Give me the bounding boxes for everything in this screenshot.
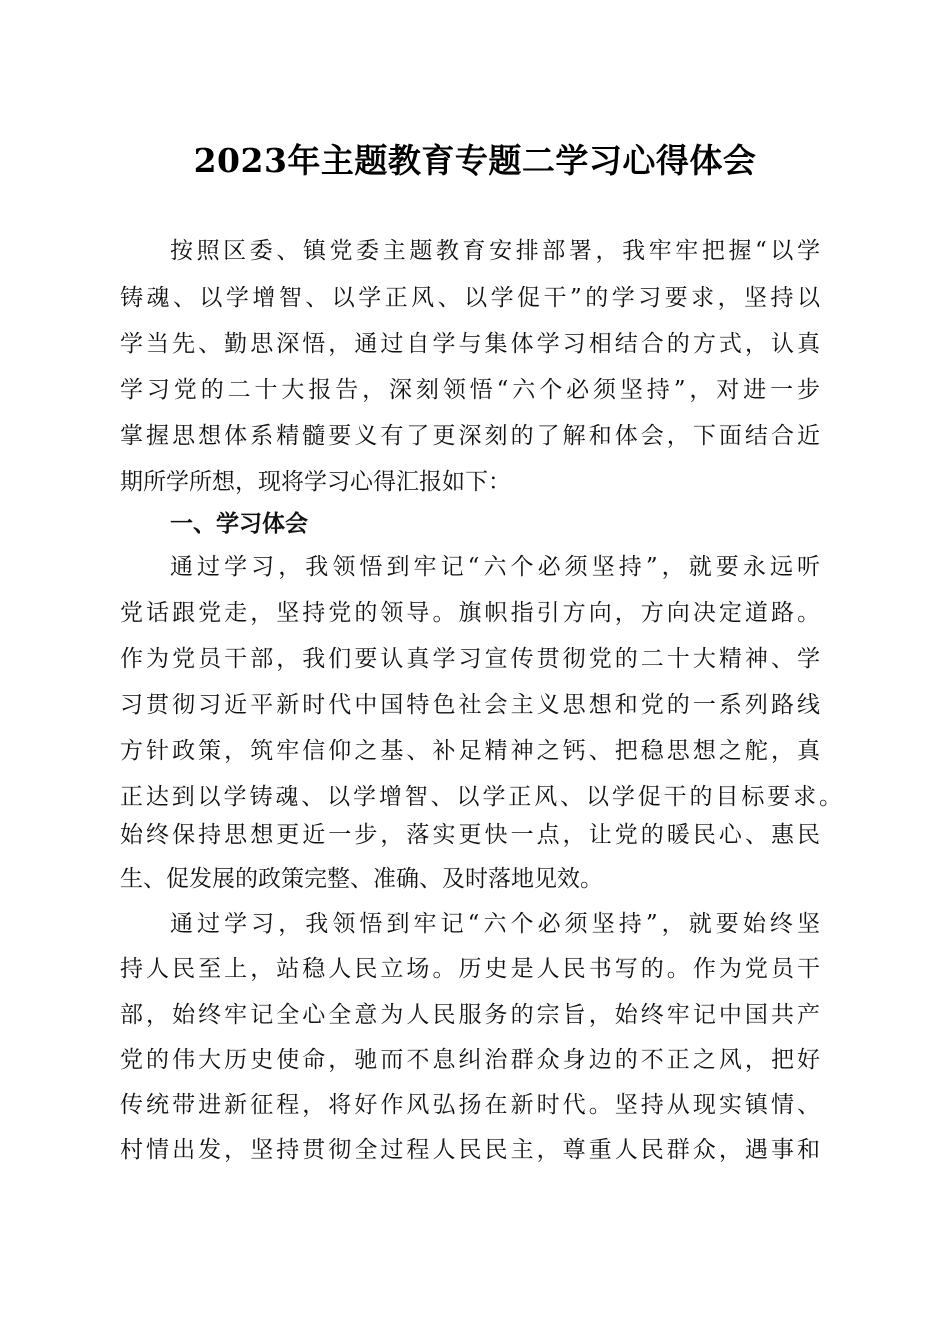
- document-title: 2023年主题教育专题二学习心得体会: [193, 141, 757, 180]
- paragraph1-line-4: 习贯彻习近平新时代中国特色社会主义思想和党的一系列路线: [120, 692, 820, 718]
- paragraph2-line-5: 传统带进新征程，将好作风弘扬在新时代。坚持从现实镇情、: [120, 1092, 820, 1118]
- intro-line-3: 学当先、勤思深悟，通过自学与集体学习相结合的方式，认真: [120, 331, 820, 357]
- paragraph1-line-1: 通过学习，我领悟到牢记“六个必须坚持”，就要永远听: [170, 554, 820, 580]
- paragraph2-line-4: 党的伟大历史使命，驰而不息纠治群众身边的不正之风，把好: [120, 1047, 820, 1073]
- paragraph1-line-8: 生、促发展的政策完整、准确、及时落地见效。: [120, 866, 603, 892]
- paragraph1-line-3: 作为党员干部，我们要认真学习宣传贯彻党的二十大精神、学: [120, 646, 820, 672]
- intro-line-4: 学习党的二十大报告，深刻领悟“六个必须坚持”，对进一步: [120, 377, 820, 403]
- paragraph2-line-6: 村情出发，坚持贯彻全过程人民民主，尊重人民群众，遇事和: [120, 1137, 820, 1163]
- section-heading: 一、学习体会: [170, 511, 308, 537]
- paragraph1-line-7: 始终保持思想更近一步，落实更快一点，让党的暖民心、惠民: [120, 822, 820, 848]
- paragraph2-line-3: 部，始终牢记全心全意为人民服务的宗旨，始终牢记中国共产: [120, 1002, 820, 1028]
- paragraph1-line-2: 党话跟党走，坚持党的领导。旗帜指引方向，方向决定道路。: [120, 600, 820, 626]
- paragraph2-line-2: 持人民至上，站稳人民立场。历史是人民书写的。作为党员干: [120, 956, 820, 982]
- paragraph2-line-1: 通过学习，我领悟到牢记“六个必须坚持”，就要始终坚: [170, 911, 820, 937]
- paragraph1-line-6: 正达到以学铸魂、以学增智、以学正风、以学促干的目标要求。: [120, 784, 842, 810]
- intro-line-2: 铸魂、以学增智、以学正风、以学促干”的学习要求，坚持以: [120, 285, 820, 311]
- intro-line-1: 按照区委、镇党委主题教育安排部署，我牢牢把握“以学: [170, 238, 820, 264]
- intro-line-5: 掌握思想体系精髓要义有了更深刻的了解和体会，下面结合近: [120, 423, 820, 449]
- paragraph1-line-5: 方针政策，筑牢信仰之基、补足精神之钙、把稳思想之舵，真: [120, 738, 820, 764]
- intro-line-6: 期所学所想，现将学习心得汇报如下：: [120, 469, 511, 495]
